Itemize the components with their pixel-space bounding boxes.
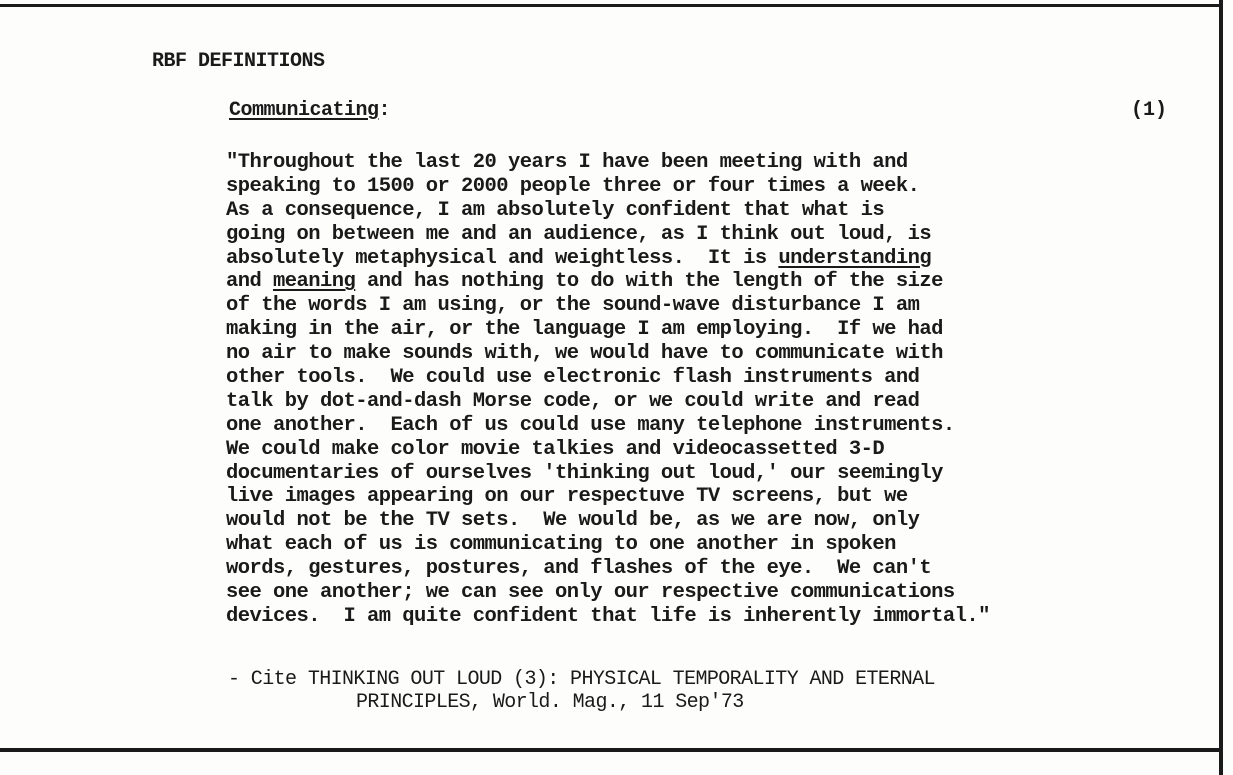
quote-line: making in the air, or the language I am employing. If we had bbox=[226, 318, 943, 342]
quote-line: one another. Each of us could use many telephone instruments. bbox=[226, 413, 955, 437]
quote-line-text: and has nothing to do with the length of the size bbox=[355, 270, 943, 294]
quote-line bbox=[226, 247, 990, 271]
underlined-word: meaning bbox=[273, 270, 356, 294]
quote-line: As a consequence, I am absolutely confident that what is bbox=[226, 198, 885, 222]
quote-line: words, gestures, postures, and flashes of the eye. We can't bbox=[226, 557, 932, 581]
quote-line: would not be the TV sets. We would be, as we are now, only bbox=[226, 509, 920, 533]
quote-line: going on between me and an audience, as I think out loud, is bbox=[226, 222, 932, 246]
term-word: Communicating bbox=[229, 99, 379, 122]
quote-line: of the words I am using, or the sound-wave disturbance I am bbox=[226, 294, 920, 318]
term-heading bbox=[229, 101, 390, 121]
right-border-rule bbox=[1219, 0, 1223, 775]
quote-line: devices. I am quite confident that life is inherently immortal." bbox=[226, 604, 990, 628]
quote-line: see one another; we can see only our respective communications bbox=[226, 581, 955, 605]
quote-block bbox=[226, 151, 990, 629]
quote-line: We could make color movie talkies and videocassetted 3-D bbox=[226, 437, 885, 461]
quote-line: "Throughout the last 20 years I have been meeting with and bbox=[226, 151, 908, 174]
quote-line: documentaries of ourselves 'thinking out loud,' our seemingly bbox=[226, 461, 943, 485]
quote-line: what each of us is communicating to one another in spoken bbox=[226, 533, 896, 557]
card-header: RBF DEFINITIONS bbox=[152, 50, 325, 73]
quote-line: talk by dot-and-dash Morse code, or we could write and read bbox=[226, 389, 920, 413]
quote-line: live images appearing on our respectuve TV screens, but we bbox=[226, 485, 908, 509]
page-number: (1) bbox=[1131, 99, 1168, 122]
top-border-rule bbox=[0, 4, 1222, 7]
quote-line-text: absolutely metaphysical and weightless. It is bbox=[226, 246, 779, 270]
term-colon: : bbox=[378, 99, 391, 122]
quote-line: other tools. We could use electronic flash instruments and bbox=[226, 366, 920, 390]
citation-line: PRINCIPLES, World. Mag., 11 Sep'73 bbox=[356, 691, 744, 714]
citation-line: - Cite THINKING OUT LOUD (3): PHYSICAL TEMPORALITY AND ETERNAL bbox=[228, 668, 935, 691]
quote-line: no air to make sounds with, we would have to communicate with bbox=[226, 342, 943, 366]
quote-line bbox=[226, 270, 990, 294]
citation bbox=[228, 668, 935, 714]
quote-line: speaking to 1500 or 2000 people three or four times a week. bbox=[226, 174, 920, 198]
bottom-border-rule bbox=[0, 748, 1222, 752]
quote-line-text: and bbox=[226, 270, 274, 294]
underlined-word: understanding bbox=[778, 246, 932, 270]
